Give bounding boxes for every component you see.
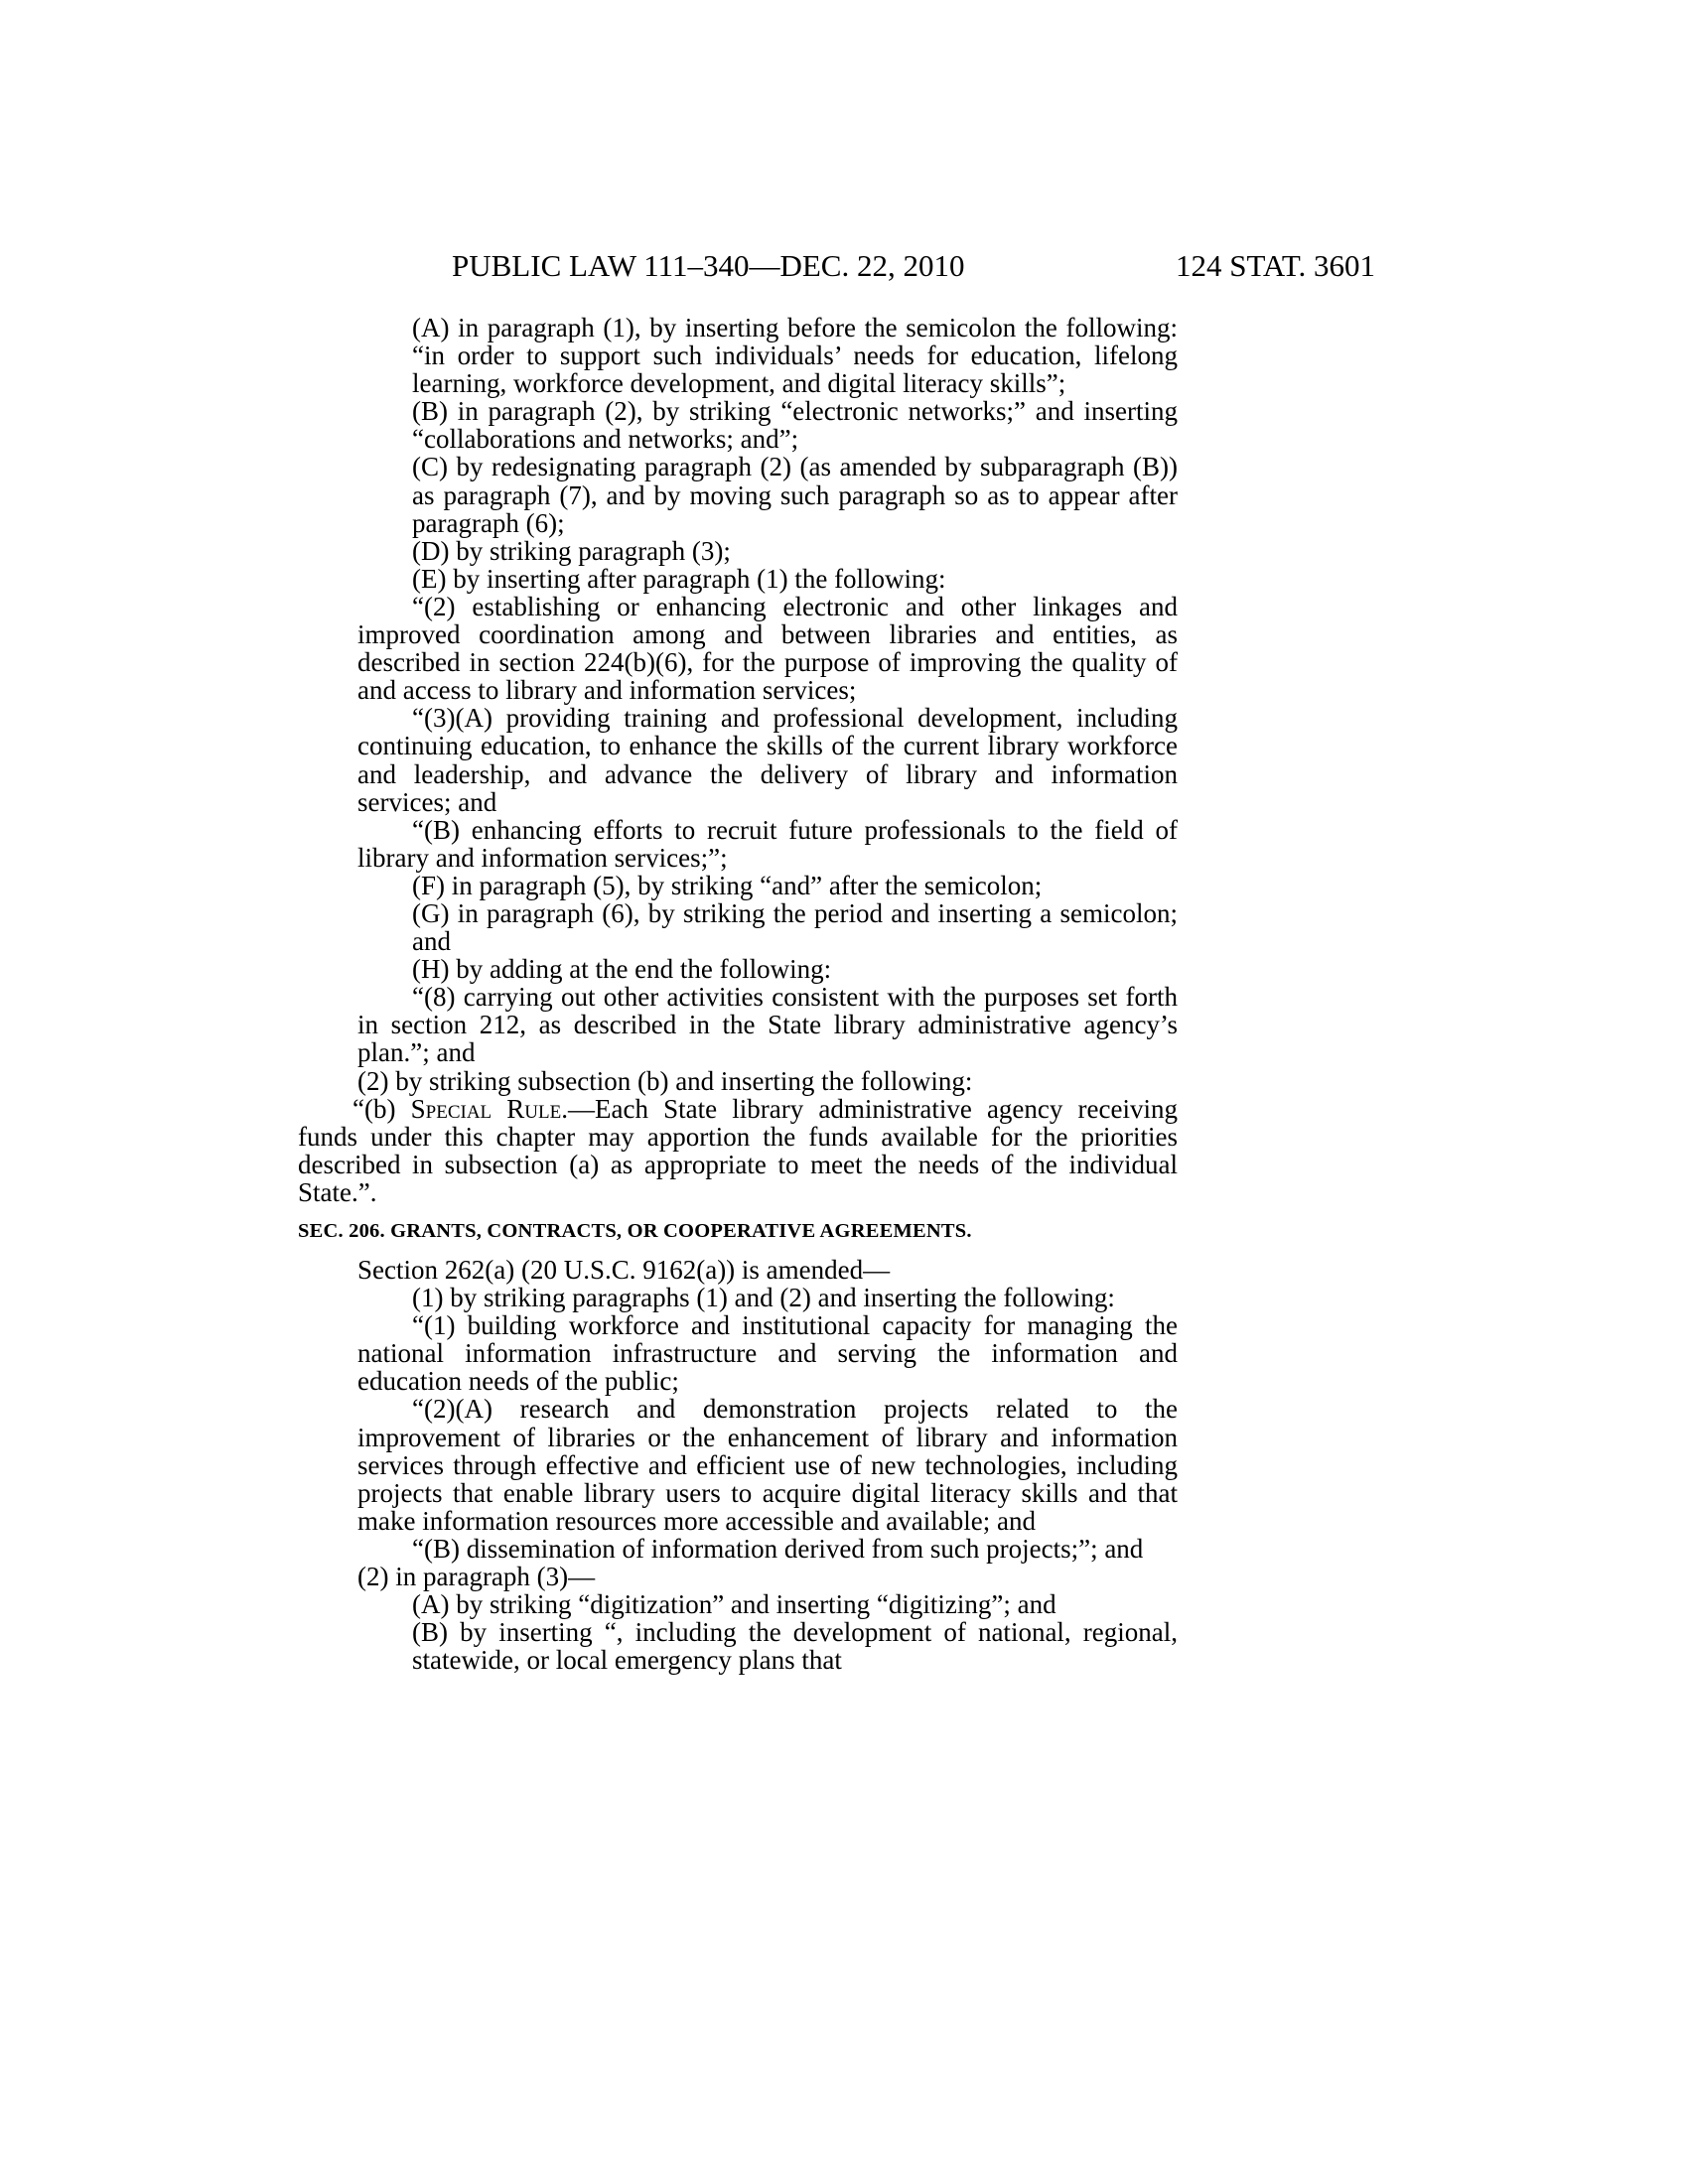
clause-f-paragraph: (F) in paragraph (5), by striking “and” after the semicolon; <box>412 870 1043 900</box>
section-clause-2b: (B) by inserting “, including the development of national, regional, statewide, or local emergency plans that <box>412 1617 1178 1676</box>
special-rule-text: .—Each State library administrative agency receiving funds under this chapter may apportion the funds available for the priorities described in subsection (a) as appropriate to meet the needs of the individual State.”. <box>298 1093 1178 1207</box>
clause-d-paragraph: (D) by striking paragraph (3); <box>412 535 731 566</box>
paragraph-2-strike-subsection <box>298 1067 1178 1095</box>
quoted-paragraph-8: “(8) carrying out other activities consistent with the purposes set forth in section 212, as described in the State library administrative agency’s plan.”; and <box>357 982 1178 1068</box>
section-clause-2: (2) in paragraph (3)— <box>357 1562 596 1592</box>
clause-h-paragraph: (H) by adding at the end the following: <box>412 954 832 985</box>
special-rule-prefix: “(b) <box>352 1093 411 1124</box>
quoted-paragraph-3a: “(3)(A) providing training and professional development, including continuing education, to enhance the skills of the current library workforce and leadership, and advance the delivery of library and information services; and <box>357 703 1178 817</box>
quoted-paragraph-1-workforce: “(1) building workforce and institutional capacity for managing the national information infrastructure and serving the information and education needs of the public; <box>357 1310 1178 1397</box>
special-rule-paragraph <box>298 1095 1178 1206</box>
section-clause-1: (1) by striking paragraphs (1) and (2) and inserting the following: <box>412 1283 1115 1313</box>
special-rule-label: Special Rule <box>410 1093 562 1124</box>
clause-b-paragraph: (B) in paragraph (2), by striking “electronic networks;” and inserting “collaborations and networks; and”; <box>412 396 1178 455</box>
statute-page-number: 124 STAT. 3601 <box>1175 248 1375 283</box>
section-clause-2a: (A) by striking “digitization” and inserting “digitizing”; and <box>412 1589 1056 1620</box>
quoted-paragraph-2a-research: “(2)(A) research and demonstration projects related to the improvement of libraries or the enhancement of library and information services through effective and efficient use of new technologies, including projects that enable library users to acquire digital literacy skills and that make information resources more accessible and available; and <box>357 1394 1178 1536</box>
clause-c-paragraph: (C) by redesignating paragraph (2) (as amended by subparagraph (B)) as paragraph (7), and by moving such paragraph so as to appear after paragraph (6); <box>412 452 1178 538</box>
quoted-paragraph-2: “(2) establishing or enhancing electronic and other linkages and improved coordination among and between libraries and entities, as described in section 224(b)(6), for the purpose of improving the quality of and access to library and information services; <box>357 591 1178 706</box>
clause-e-paragraph: (E) by inserting after paragraph (1) the following: <box>412 563 946 594</box>
document-body <box>298 314 1178 1674</box>
paragraph-2-text: (2) by striking subsection (b) and inserting the following: <box>357 1065 973 1096</box>
quoted-paragraph-2b-dissemination: “(B) dissemination of information derived from such projects;”; and <box>412 1533 1144 1564</box>
clause-g-paragraph: (G) in paragraph (6), by striking the period and inserting a semicolon; and <box>412 897 1178 957</box>
quoted-paragraph-3b: “(B) enhancing efforts to recruit future professionals to the field of library and information services;”; <box>357 814 1178 873</box>
law-citation-header: PUBLIC LAW 111–340—DEC. 22, 2010 <box>452 248 965 283</box>
section-262-intro: Section 262(a) (20 U.S.C. 9162(a)) is amended— <box>357 1255 891 1285</box>
section-206-heading: SEC. 206. GRANTS, CONTRACTS, OR COOPERATIVE AGREEMENTS. <box>298 1220 972 1242</box>
clause-a-paragraph: (A) in paragraph (1), by inserting before the semicolon the following: “in order to support such individuals’ needs for education, lifelong learning, workforce development, and digital literacy skills”; <box>412 313 1178 399</box>
page-header <box>452 244 1375 288</box>
